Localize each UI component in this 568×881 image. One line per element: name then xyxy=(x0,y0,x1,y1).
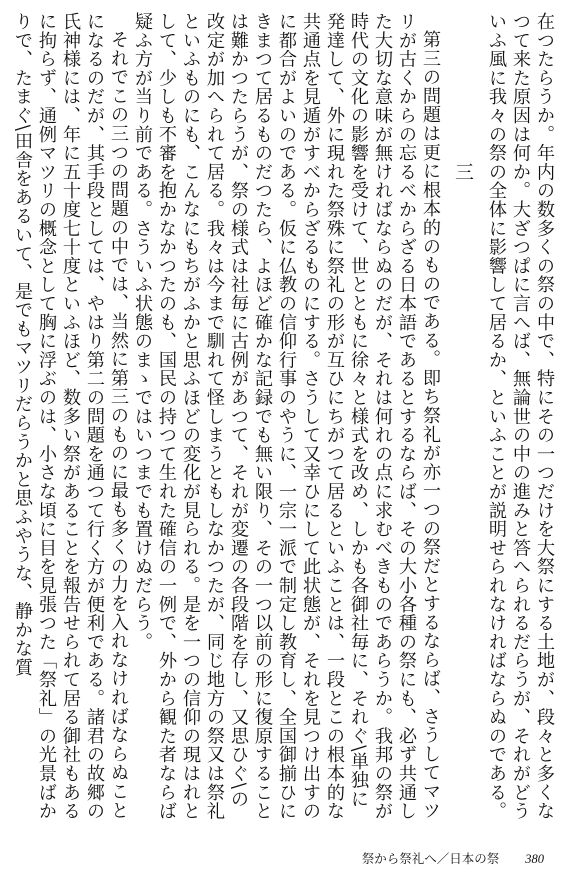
page-footer xyxy=(362,849,544,867)
paragraph-third-problem: 第三の問題は更に根本的のものである。即ち祭礼が亦一つの祭だとするならば、さうしてマツリが古くからの忘るべからざる日本語であるとするならば、その大小各種の祭にも、必ず共通した大切な意味が無ければならぬのだが、それは何れの点に求むべきものであらうか。我邦の祭が時代の文化の影響を受けて、世とともに徐々と様式を改め、しかも各御社毎に、それぐ\単独に発達して、外に現れた祭殊に祭礼の形が互ひにちがつて居るといふことは、一段とこの根本的な共通点を見遁がすべからざるものにする。さうして又幸ひにして此状態が、それを見つけ出すのに都合がよいのである。仮に仏教の信仰行事のやうに、一宗一派で制定し教育し、全国御揃ひにきまつて居るものだつたら、よほど確かな記録でも無い限り、その一つ以前の形に復原することは難かつたらうが、祭の様式は社毎に古例があつて、それが変遷の各段階を存し、又思ひぐ\の改定が加へられて居る。我々は今まで馴れて怪しまうともしなかつたが、同じ地方の祭又は祭礼といふものにも、こんなにもちがふかと思ふほどの変化が見られる。是を一つの信仰の現はれとして、少しも不審を抱かなかつたのも、国民の持つて生れた確信の一例で、外から観た者ならば疑ふ方が当り前である。さういふ状態のまゝではいつまでも置けぬだらう。 xyxy=(132,12,441,821)
vertical-text-body xyxy=(8,12,556,827)
page-number: 380 xyxy=(525,852,544,866)
paragraph-three-problems: それでこの三つの問題の中では、当然に第三のものに最も多くの力を入れなければならぬことになるのだが、其手段としては、やはり第二の問題を通つて行く方が便利である。諸君の故郷の氏神様には、年に五十度七十度といふほど、数多い祭があることを報告せられて居る御社もあるに拘らず、通例マツリの概念として胸に浮ぶのは、小さな頃に目を見張つた「祭礼」の光景ばかりで、たまぐ\田舎をあるいて、是でもマツリだらうかと思ふやうな、静かな質 xyxy=(12,12,129,821)
running-title: 祭から祭礼へ／日本の祭 xyxy=(361,851,500,866)
paragraph-continuation: 在つたらうか。年内の数多くの祭の中で、特にその一つだけを大祭にする土地が、段々と多くなつて来た原因は何か。大ざつぱに言へば、無論世の中の進みと答へられるだらうが、それがどういふ風に我々の祭の全体に影響して居るか、といふことが説明せられなければならぬのである。 xyxy=(486,12,555,821)
section-heading: 三 xyxy=(452,162,474,181)
